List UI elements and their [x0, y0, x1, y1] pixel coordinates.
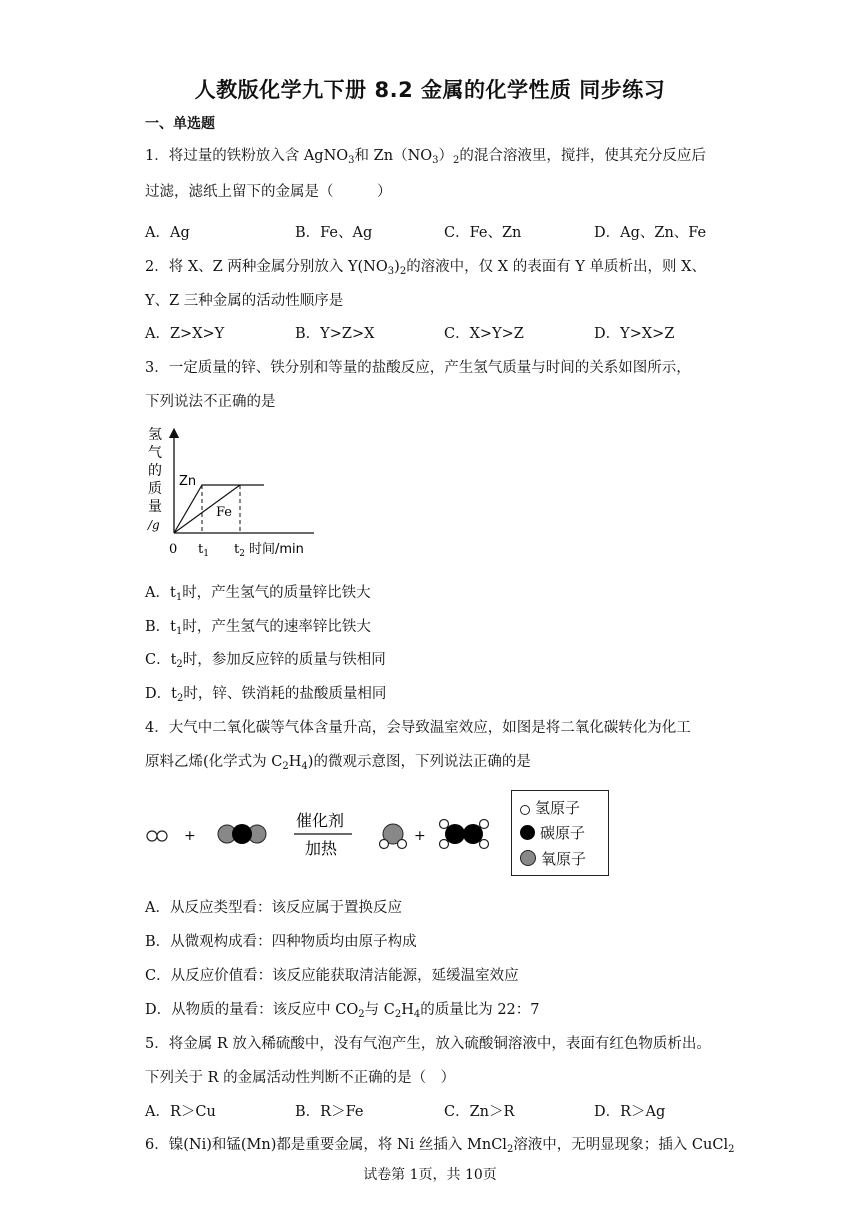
question-4-line-2: 原料乙烯(化学式为 $C_2H_4$)的微观示意图，下列说法正确的是	[145, 754, 531, 772]
hydrogen-atom	[380, 840, 389, 849]
t2-label: $t_2$	[234, 542, 245, 559]
legend-hydrogen: 氢原子	[520, 797, 580, 818]
atom-legend	[511, 790, 609, 876]
hydrogen-atom	[157, 831, 167, 841]
question-1-line-1: 1．将过量的铁粉放入含 AgNO$_3$和 $Zn(NO_3)_2$的混合溶液里，搅拌，使其充分反应后	[145, 148, 706, 166]
plus-sign: +	[414, 828, 426, 844]
hydrogen-atom-icon	[520, 805, 530, 815]
legend-oxygen: 氧原子	[520, 848, 586, 869]
heat-label: 加热	[305, 839, 338, 858]
q5-option-a: A．R＞Cu	[145, 1104, 216, 1120]
hydrogen-mass-graph	[142, 425, 322, 565]
question-6-line-1: 6．镍(Ni)和锰(Mn)都是重要金属，将 Ni 丝插入 MnCl$_2$溶液中，无明显现象；插入 CuCl$_2$	[145, 1137, 735, 1155]
q4-option-d: D．从物质的量看：该反应中 $CO_2$与 $C_2H_4$的质量比为 22：7	[145, 1002, 540, 1020]
hydrogen-atom	[440, 820, 449, 829]
q1-option-c: C．Fe、Zn	[444, 225, 522, 241]
y-axis-label-char: 氢	[148, 427, 162, 443]
q1-option-d: D．Ag、Zn、Fe	[594, 225, 707, 241]
q4-option-c: C．从反应价值看：该反应能获取清洁能源，延缓温室效应	[145, 968, 519, 984]
hydrogen-atom	[480, 820, 489, 829]
y-axis-label-char: 气	[148, 445, 162, 461]
y-axis-label-char: 量	[148, 499, 162, 515]
question-3-line-2: 下列说法不正确的是	[145, 394, 276, 410]
origin-label: 0	[169, 542, 178, 557]
zn-label: Zn	[179, 474, 197, 489]
q3-option-b: B．$t_1$时，产生氢气的速率锌比铁大	[145, 619, 371, 637]
hydrogen-atom	[440, 840, 449, 849]
hydrogen-atom	[480, 840, 489, 849]
carbon-atom	[463, 824, 483, 844]
q3-option-c: C．$t_2$时，参加反应锌的质量与铁相同	[145, 652, 386, 670]
q2-option-c: C．X>Y>Z	[444, 326, 524, 342]
plus-sign: +	[184, 828, 196, 844]
hydrogen-atom	[398, 840, 407, 849]
q2-option-a: A．Z>X>Y	[145, 326, 225, 342]
question-4-line-1: 4．大气中二氧化碳等气体含量升高，会导致温室效应，如图是将二氧化碳转化为化工	[145, 720, 691, 736]
catalyst-label: 催化剂	[296, 811, 345, 830]
y-axis-label-char: /g	[148, 518, 160, 532]
q5-option-b: B．R＞Fe	[295, 1104, 364, 1120]
fe-label: Fe	[216, 505, 233, 520]
q4-option-b: B．从微观构成看：四种物质均由原子构成	[145, 934, 417, 950]
question-3-line-1: 3．一定质量的锌、铁分别和等量的盐酸反应，产生氢气质量与时间的关系如图所示，	[145, 360, 691, 376]
q5-option-c: C．Zn＞R	[444, 1104, 515, 1120]
legend-carbon: 碳原子	[520, 822, 585, 843]
section-heading: 一、单选题	[145, 116, 215, 132]
hydrogen-atom	[147, 831, 157, 841]
question-5-line-1: 5．将金属 R 放入稀硫酸中，没有气泡产生，放入硫酸铜溶液中，表面有红色物质析出。	[145, 1036, 711, 1052]
reaction-diagram	[142, 788, 502, 878]
q1-option-b: B．Fe、Ag	[295, 225, 373, 241]
y-axis-label-char: 的	[148, 463, 162, 479]
question-1-line-2: 过滤，滤纸上留下的金属是（ ）	[145, 184, 392, 200]
q4-option-a: A．从反应类型看：该反应属于置换反应	[145, 900, 402, 916]
q5-option-d: D．R＞Ag	[594, 1104, 666, 1120]
page-footer: 试卷第 1页，共 10页	[363, 1167, 497, 1183]
question-5-line-2: 下列关于 R 的金属活动性判断不正确的是（ ）	[145, 1070, 456, 1086]
q3-option-d: D．$t_2$时，锌、铁消耗的盐酸质量相同	[145, 686, 387, 704]
question-2-line-2: Y、Z 三种金属的活动性顺序是	[145, 293, 344, 309]
page-title: 人教版化学九下册 8.2 金属的化学性质 同步练习	[194, 78, 666, 102]
carbon-atom	[232, 824, 252, 844]
q2-option-d: D．Y>X>Z	[594, 326, 675, 342]
oxygen-atom-icon	[520, 850, 536, 866]
x-axis-label: 时间/min	[249, 542, 304, 557]
carbon-atom-icon	[520, 825, 535, 840]
t1-label: $t_1$	[198, 542, 209, 559]
q3-option-a: A．$t_1$时，产生氢气的质量锌比铁大	[145, 585, 371, 603]
y-axis-label-char: 质	[148, 481, 162, 497]
question-2-line-1: 2．将 X、Z 两种金属分别放入 $Y(NO_3)_2$的溶液中，仅 X 的表面有 Y 单质析出，则 X、	[145, 259, 706, 277]
q1-option-a: A．Ag	[145, 225, 190, 241]
carbon-atom	[445, 824, 465, 844]
q2-option-b: B．Y>Z>X	[295, 326, 375, 342]
